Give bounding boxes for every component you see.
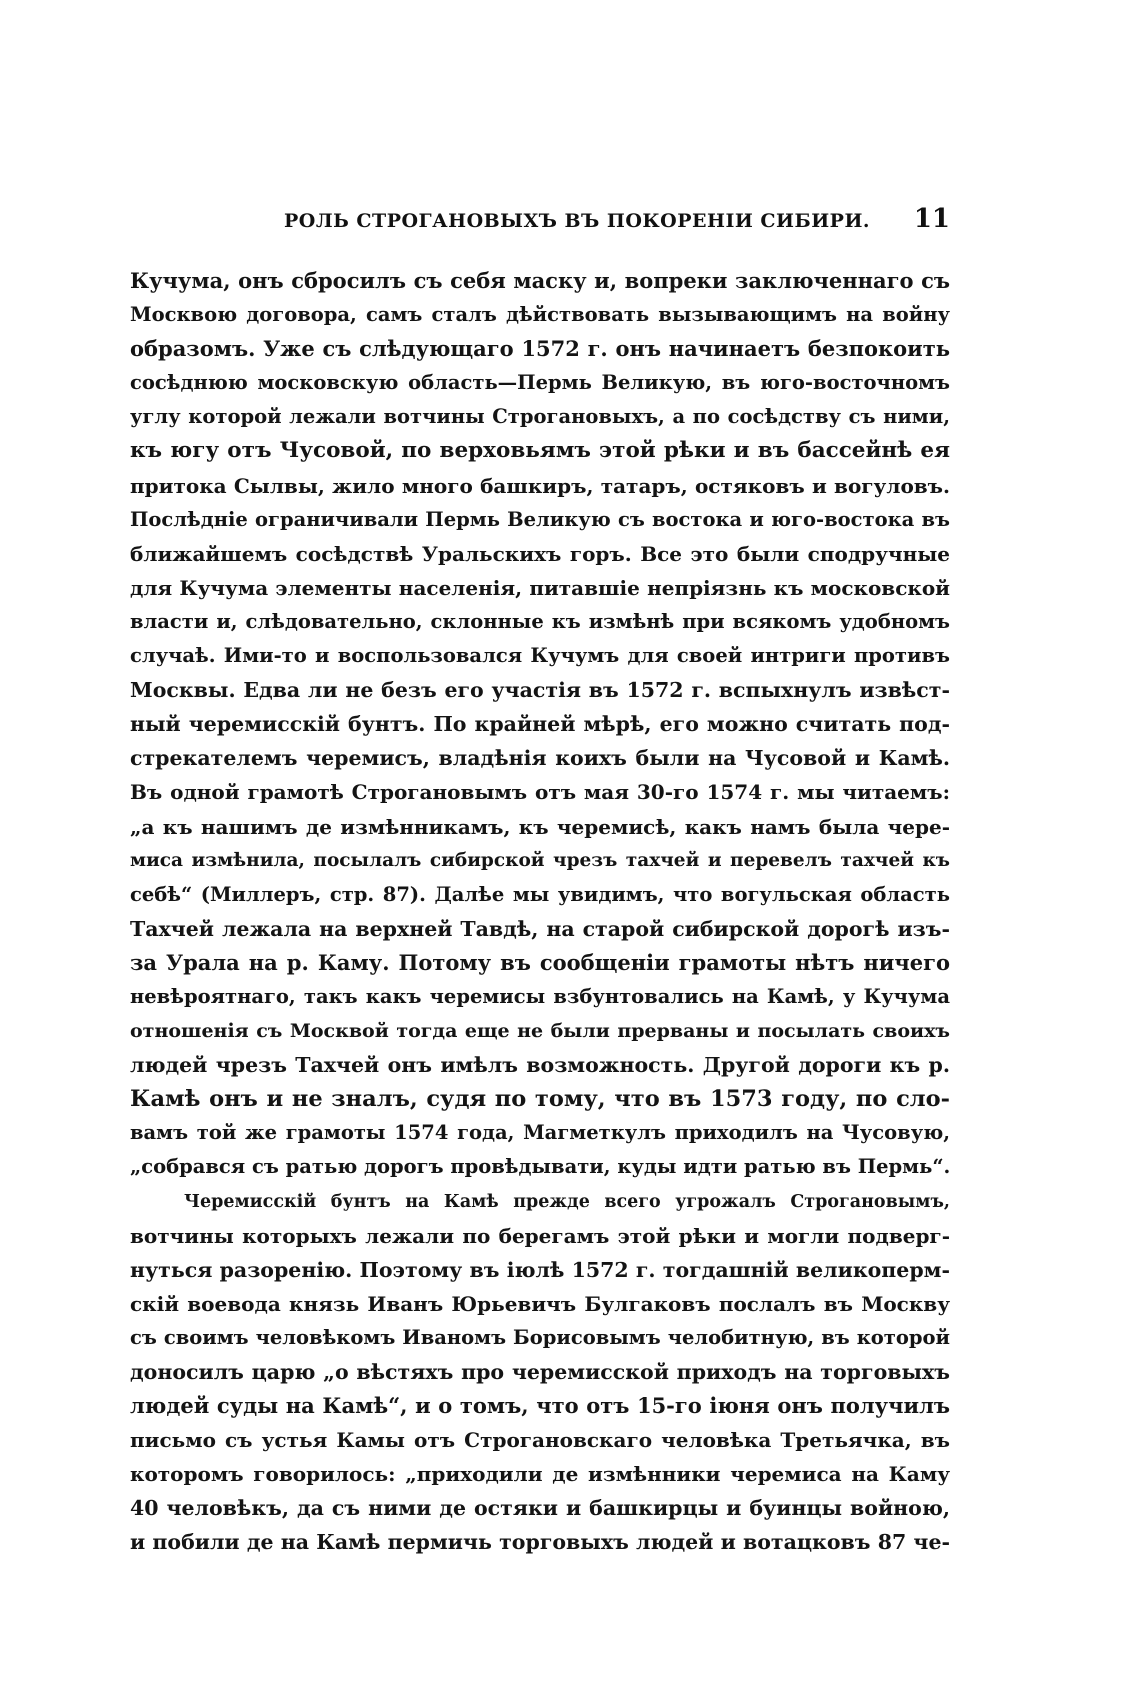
text-line: Кучума, онъ сбросилъ съ себя маску и, вопреки заключеннаго съ bbox=[130, 268, 950, 293]
text-line: которомъ говорилось: „приходили де измѣнники черемиса на Каму bbox=[130, 1462, 950, 1487]
text-line: „а къ нашимъ де измѣнникамъ, къ черемисѣ, какъ намъ была чере- bbox=[130, 814, 950, 839]
text-line: скій воевода князь Иванъ Юрьевичъ Булгаковъ послалъ въ Москву bbox=[130, 1291, 950, 1316]
page-header bbox=[130, 206, 950, 242]
text-line: Черемисскій бунтъ на Камѣ прежде всего угрожалъ Строгановымъ, bbox=[184, 1191, 950, 1212]
text-line: Камѣ онъ и не зналъ, судя по тому, что въ 1573 году, по сло- bbox=[130, 1086, 950, 1113]
text-line: сосѣднюю московскую область—Пермь Великую, въ юго-восточномъ bbox=[130, 371, 950, 395]
text-line: Москвою договора, самъ сталъ дѣйствовать вызывающимъ на войну bbox=[130, 303, 950, 327]
text-line: письмо съ устья Камы отъ Строгановскаго человѣка Третьячка, въ bbox=[130, 1428, 950, 1453]
text-line: невѣроятнаго, такъ какъ черемисы взбунтовались на Камѣ, у Кучума bbox=[130, 984, 950, 1008]
text-line: ближайшемъ сосѣдствѣ Уральскихъ горъ. Все это были сподручные bbox=[130, 541, 950, 566]
text-line: власти и, слѣдовательно, склонные къ измѣнѣ при всякомъ удобномъ bbox=[130, 609, 950, 633]
text-line: для Кучума элементы населенія, питавшіе непріязнь къ московской bbox=[130, 575, 950, 600]
page-number: 11 bbox=[913, 204, 950, 234]
text-line: Москвы. Едва ли не безъ его участія въ 1572 г. вспыхнулъ извѣст- bbox=[130, 678, 950, 703]
text-line: Тахчей лежала на верхней Тавдѣ, на старой сибирской дорогѣ изъ- bbox=[130, 916, 950, 941]
text-line: 40 человѣкъ, да съ ними де остяки и башкирцы и буинцы войною, bbox=[130, 1496, 950, 1521]
text-line: миса измѣнила, посылалъ сибирской чрезъ тахчей и перевелъ тахчей къ bbox=[130, 849, 950, 871]
text-line: людей чрезъ Тахчей онъ имѣлъ возможность. Другой дороги къ р. bbox=[130, 1053, 950, 1078]
text-line: за Урала на р. Каму. Потому въ сообщеніи грамоты нѣтъ ничего bbox=[130, 949, 950, 975]
text-line: нуться разоренію. Поэтому въ іюлѣ 1572 г. тогдашній великоперм- bbox=[130, 1257, 950, 1282]
text-line: стрекателемъ черемисъ, владѣнія коихъ были на Чусовой и Камѣ. bbox=[130, 746, 950, 771]
text-line: вотчины которыхъ лежали по берегамъ этой рѣки и могли подверг- bbox=[130, 1223, 950, 1248]
text-line: себѣ“ (Миллеръ, стр. 87). Далѣе мы увидимъ, что вогульская область bbox=[130, 882, 950, 906]
text-line: доносилъ царю „о вѣстяхъ про черемисской приходъ на торговыхъ bbox=[130, 1360, 950, 1384]
text-line: людей суды на Камѣ“, и о томъ, что отъ 15-го іюня онъ получилъ bbox=[130, 1393, 950, 1419]
text-line: къ югу отъ Чусовой, по верховьямъ этой рѣки и въ бассейнѣ ея bbox=[130, 438, 950, 464]
text-line: отношенія съ Москвой тогда еще не были прерваны и посылать своихъ bbox=[130, 1020, 950, 1043]
text-line: образомъ. Уже съ слѣдующаго 1572 г. онъ начинаетъ безпокоить bbox=[130, 336, 950, 362]
text-line: вамъ той же грамоты 1574 года, Магметкулъ приходилъ на Чусовую, bbox=[130, 1121, 950, 1145]
running-title: РОЛЬ СТРОГАНОВЫХЪ ВЪ ПОКОРЕНІИ СИБИРИ. bbox=[284, 210, 871, 232]
text-line: притока Сылвы, жило много башкиръ, татаръ, остяковъ и вогуловъ. bbox=[130, 473, 950, 498]
text-line: углу которой лежали вотчины Строгановыхъ, а по сосѣдству съ ними, bbox=[130, 405, 950, 429]
text-line: Послѣдніе ограничивали Пермь Великую съ востока и юго-востока въ bbox=[130, 507, 950, 531]
body-text bbox=[130, 264, 950, 1560]
text-line: съ своимъ человѣкомъ Иваномъ Борисовымъ челобитную, въ которой bbox=[130, 1325, 950, 1349]
text-line: ный черемисскій бунтъ. По крайней мѣрѣ, его можно считать под- bbox=[130, 712, 950, 737]
text-line: случаѣ. Ими-то и воспользовался Кучумъ для своей интриги противъ bbox=[130, 644, 950, 668]
text-line: и побили де на Камѣ пермичь торговыхъ людей и вотацковъ 87 че- bbox=[130, 1530, 950, 1555]
text-line: „собрався съ ратью дорогъ провѣдывати, куды идти ратью въ Пермь“. bbox=[130, 1155, 950, 1179]
text-line: Въ одной грамотѣ Строгановымъ отъ мая 30-го 1574 г. мы читаемъ: bbox=[130, 780, 950, 805]
